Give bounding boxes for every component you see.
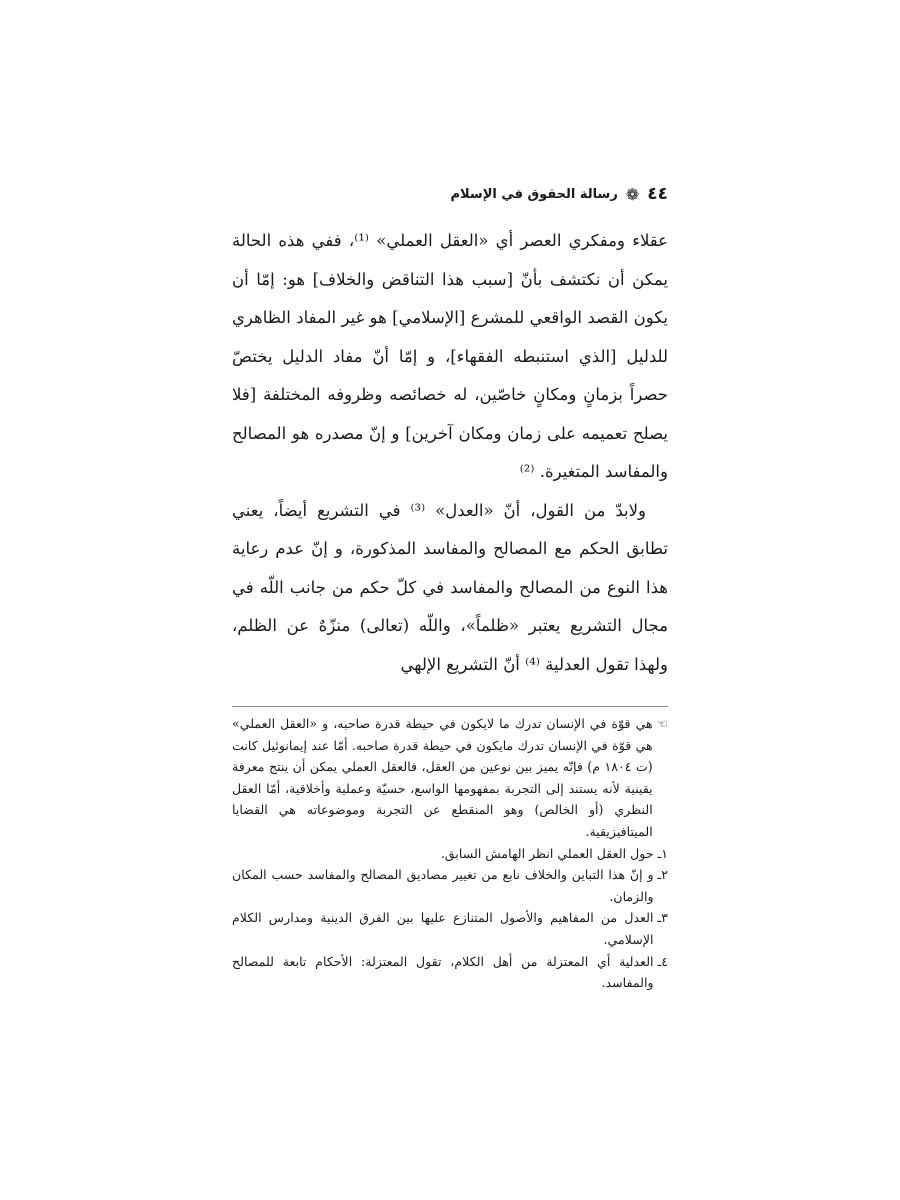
- main-text: [232, 222, 668, 684]
- pointing-hand-icon: ☜: [656, 716, 668, 731]
- footnote-number: ٤ـ: [657, 953, 668, 969]
- footnote-text: العدلية أي المعتزلة من أهل الكلام، تقول المعتزلة: الأحكام تابعة للمصالح والمفاسد.: [232, 953, 654, 991]
- footnote-number: ٣ـ: [657, 910, 668, 926]
- body-paragraph-1: عقلاء ومفكري العصر أي «العقل العملي» ⁽¹⁾، ففي هذه الحالة يمكن أن نكتشف بأنّ [سبب هذا التناقض والخلاف] هو: إمّا أن يكون القصد الواقعي للمشرع [الإسلامي] هو غير المفاد الظاهري للدليل [الذي استنبطه الفقهاء]، و إمّا أنّ مفاد الدليل يختصّ حصراً بزمانٍ ومكانٍ خاصّين، له خصائصه وظروفه المختلفة [فلا يصلح تعميمه على زمان ومكان آخرين] و إنّ مصدره هو المصالح والمفاسد المتغيرة. ⁽²⁾: [232, 231, 668, 481]
- footnote-continued: [232, 713, 668, 843]
- footnote-4: [232, 951, 668, 994]
- footnote-text: هي قوّة في الإنسان تدرك ما لايكون في حيطة قدرة صاحبه، و «العقل العملي» هي قوّة في الإنسان تدرك مايكون في حيطة قدرة صاحبه. أمّا عند إيمانوئيل كانت (ت ١٨٠٤ م) فإنّه يميز بين نوعين من العقل، فالعقل العملي يمكن أن ينتج معرفة يقينية لأنه يستند إلى التجربة بمفهومها الواسع، حسيّة وعملية وأخلاقية، أمّا العقل النظري (أو الخالص) وهو المنقطع عن التجربة وموضوعاته هي القضايا الميتافيزيقية.: [232, 716, 653, 839]
- footnotes: [232, 713, 668, 994]
- footnote-2: [232, 864, 668, 907]
- footnote-separator: [232, 706, 668, 707]
- flower-ornament-icon: ❁: [625, 184, 640, 204]
- book-page: [232, 180, 668, 994]
- footnote-text: العدل من المفاهيم والأصول المتنازع عليها بين الفرق الدينية ومدارس الكلام الإسلامي.: [232, 910, 654, 947]
- body-paragraph-2: ولابدّ من القول، أنّ «العدل» ⁽³⁾ في التشريع أيضاً، يعني تطابق الحكم مع المصالح والمفاسد المذكورة، و إنّ عدم رعاية هذا النوع من المصالح والمفاسد في كلّ حكم من جانب اللّه في مجال التشريع يعتبر «ظلماً»، واللّه (تعالى) منزّهٌ عن الظلم، ولهذا تقول العدلية ⁽⁴⁾ أنّ التشريع الإلهي: [232, 500, 668, 674]
- footnote-number: ٢ـ: [657, 867, 668, 883]
- footnote-number: ١ـ: [657, 845, 668, 861]
- page-number: ٤٤: [647, 184, 668, 204]
- running-header: [232, 180, 668, 208]
- footnote-text: حول العقل العملي انظر الهامش السابق.: [440, 845, 654, 861]
- footnote-1: [232, 843, 668, 865]
- footnote-text: و إنّ هذا التباين والخلاف نابع من تغيير مصاديق المصالح والمفاسد حسب المكان والزمان.: [232, 867, 654, 904]
- footnote-3: [232, 907, 668, 950]
- book-title: رسالة الحقوق في الإسلام: [450, 186, 618, 202]
